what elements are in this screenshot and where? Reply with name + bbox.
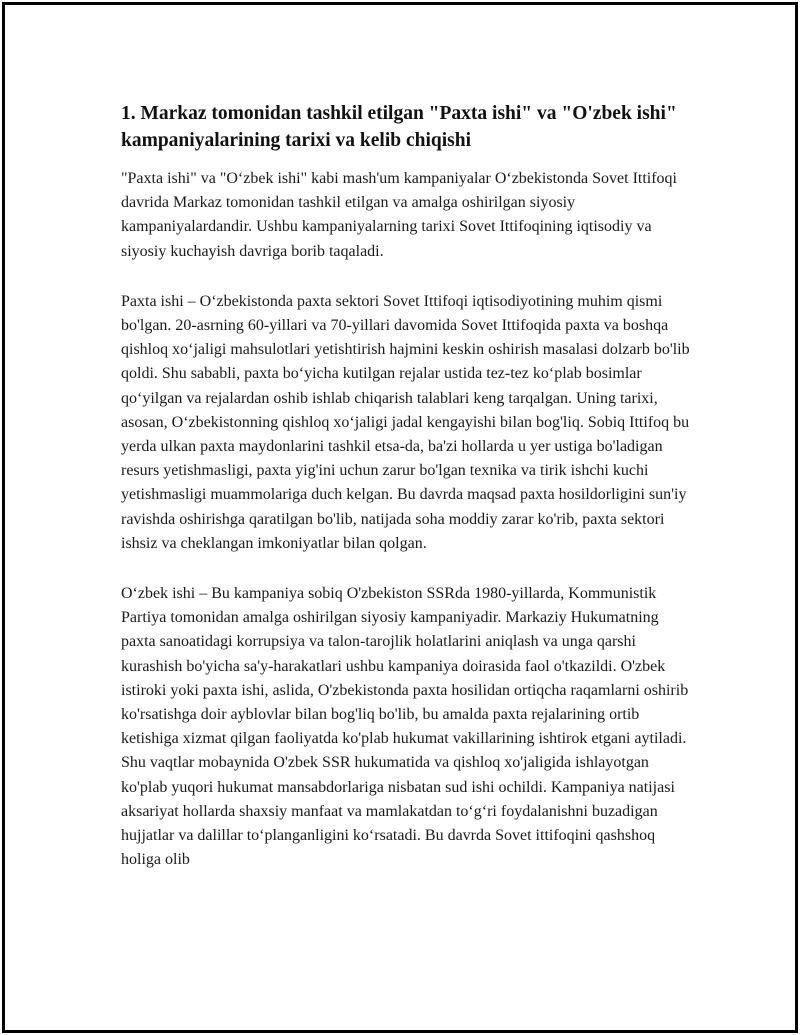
paragraph-paxta-ishi: Paxta ishi – O‘zbekistonda paxta sektori Sovet Ittifoqi iqtisodiyotining muhim qismi bo'lgan. 20-asrning 60-yillari va 70-yillari davomida Sovet Ittifoqida paxta va boshqa qishloq xo‘jaligi mahsulotlari yetishtirish hajmini keskin oshirish masalasi dolzarb bo'lib qoldi. Shu sababli, paxta bo‘yicha kutilgan rejalar ustida tez-tez ko‘plab bosimlar qo‘yilgan va rejalardan oshib ishlab chiqarish talablari keng tarqalgan. Uning tarixi, asosan, O‘zbekistonning qishloq xo‘jaligi jadal kengayishi bilan bog'liq. Sobiq Ittifoq bu yerda ulkan paxta maydonlarini tashkil etsa-da, ba'zi hollarda u yer ustiga bo'ladigan resurs yetishmasligi, paxta yig'ini uchun zarur bo'lgan texnika va tirik ishchi kuchi yetishmasligi muammolariga duch kelgan. Bu davrda maqsad paxta hosildorligini sun'iy ravishda oshirishga qaratilgan bo'lib, natijada soha moddiy zarar ko'rib, paxta sektori ishsiz va cheklangan imkoniyatlar bilan qolgan. (121, 292, 690, 552)
paragraph-introduction: "Paxta ishi" va "O‘zbek ishi" kabi mash'um kampaniyalar O‘zbekistonda Sovet Ittifoqi davrida Markaz tomonidan tashkil etilgan va amalga oshirilgan siyosiy kampaniyalardandir. Ushbu kampaniyalarning tarixi Sovet Ittifoqining iqtisodiy va siyosiy kuchayish davriga borib taqaladi. (121, 170, 677, 260)
document-body (121, 100, 691, 898)
paragraph-ozbek-ishi: O‘zbek ishi – Bu kampaniya sobiq O'zbekiston SSRda 1980-yillarda, Kommunistik Partiya tomonidan amalga oshirilgan siyosiy kampaniyadir. Markaziy Hukumatning paxta sanoatidagi korrupsiya va talon-tarojlik holatlarini aniqlash va unga qarshi kurashish bo'yicha sa'y-harakatlari ushbu kampaniya doirasida faol o'tkazildi. O'zbek istiroki yoki paxta ishi, aslida, O'zbekistonda paxta hosilidan ortiqcha raqamlarni oshirib ko'rsatishga doir ayblovlar bilan bog'liq bo'lib, bu amalda paxta rejalarining ortib ketishiga xizmat qilgan faoliyatda ko'plab hukumat vakillarining ishtirok etgani aytiladi. Shu vaqtlar mobaynida O'zbek SSR hukumatida va qishloq xo'jaligida ishlayotgan ko'plab yuqori hukumat mansabdorlariga nisbatan sud ishi ochildi. Kampaniya natijasi aksariyat hollarda shaxsiy manfaat va mamlakatdan to‘g‘ri foydalanishni buzadigan hujjatlar va dalillar to‘planganligini ko‘rsatadi. Bu davrda Sovet ittifoqini qashshoq holiga olib (121, 585, 689, 869)
section-heading: 1. Markaz tomonidan tashkil etilgan "Paxta ishi" va "O'zbek ishi" kampaniyalarining tarixi va kelib chiqishi (121, 103, 677, 151)
page-frame (2, 2, 798, 1033)
